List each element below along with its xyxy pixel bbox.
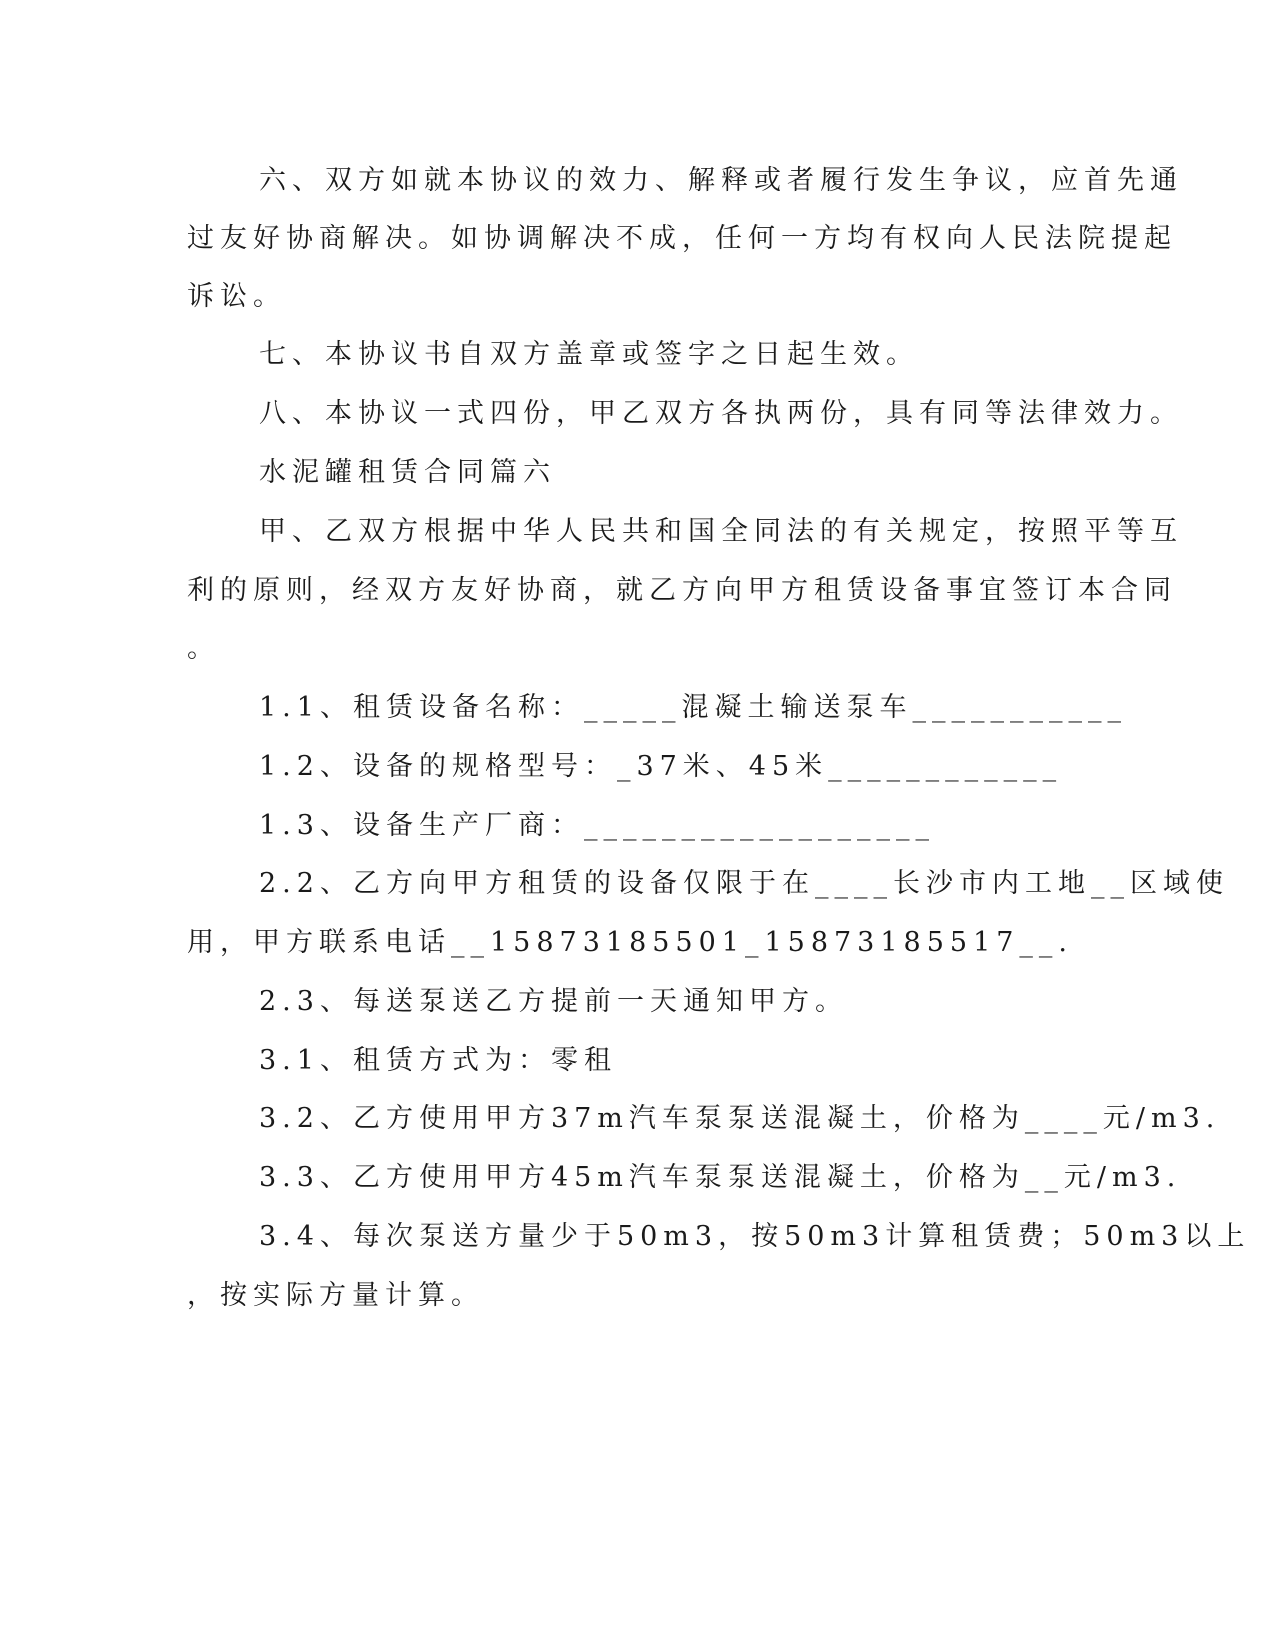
paragraph-line: 。 [187,633,220,664]
clause-line: 2.2、乙方向甲方租赁的设备仅限于在____长沙市内工地__区域使 [259,868,1229,899]
section-heading: 水泥罐租赁合同篇六 [259,457,556,488]
clause-line: 3.1、租赁方式为：零租 [259,1045,617,1076]
paragraph-line: 八、本协议一式四份，甲乙双方各执两份，具有同等法律效力。 [259,398,1183,429]
paragraph-line: 六、双方如就本协议的效力、解释或者履行发生争议，应首先通 [259,165,1183,196]
paragraph-line: 甲、乙双方根据中华人民共和国全同法的有关规定，按照平等互 [259,516,1183,547]
clause-line: 1.1、租赁设备名称：_____混凝土输送泵车___________ [259,692,1127,723]
clause-line: 2.3、每送泵送乙方提前一天通知甲方。 [259,986,848,1017]
paragraph-line: 七、本协议书自双方盖章或签字之日起生效。 [259,339,919,370]
clause-line: 3.3、乙方使用甲方45m汽车泵泵送混凝土，价格为__元/m3. [259,1162,1182,1193]
clause-line: 1.3、设备生产厂商：__________________ [259,810,935,841]
clause-line: 1.2、设备的规格型号：_37米、45米____________ [259,751,1063,782]
clause-line: 3.4、每次泵送方量少于50m3，按50m3计算租赁费；50m3以上 [259,1221,1251,1252]
clause-line: 用，甲方联系电话__15873185501_15873185517__. [187,927,1074,958]
paragraph-line: 过友好协商解决。如协调解决不成，任何一方均有权向人民法院提起 [187,223,1177,254]
paragraph-line: 诉讼。 [187,281,286,312]
clause-line: 3.2、乙方使用甲方37m汽车泵泵送混凝土，价格为____元/m3. [259,1103,1221,1134]
clause-line: ，按实际方量计算。 [187,1280,484,1311]
paragraph-line: 利的原则，经双方友好协商，就乙方向甲方租赁设备事宜签订本合同 [187,575,1177,606]
